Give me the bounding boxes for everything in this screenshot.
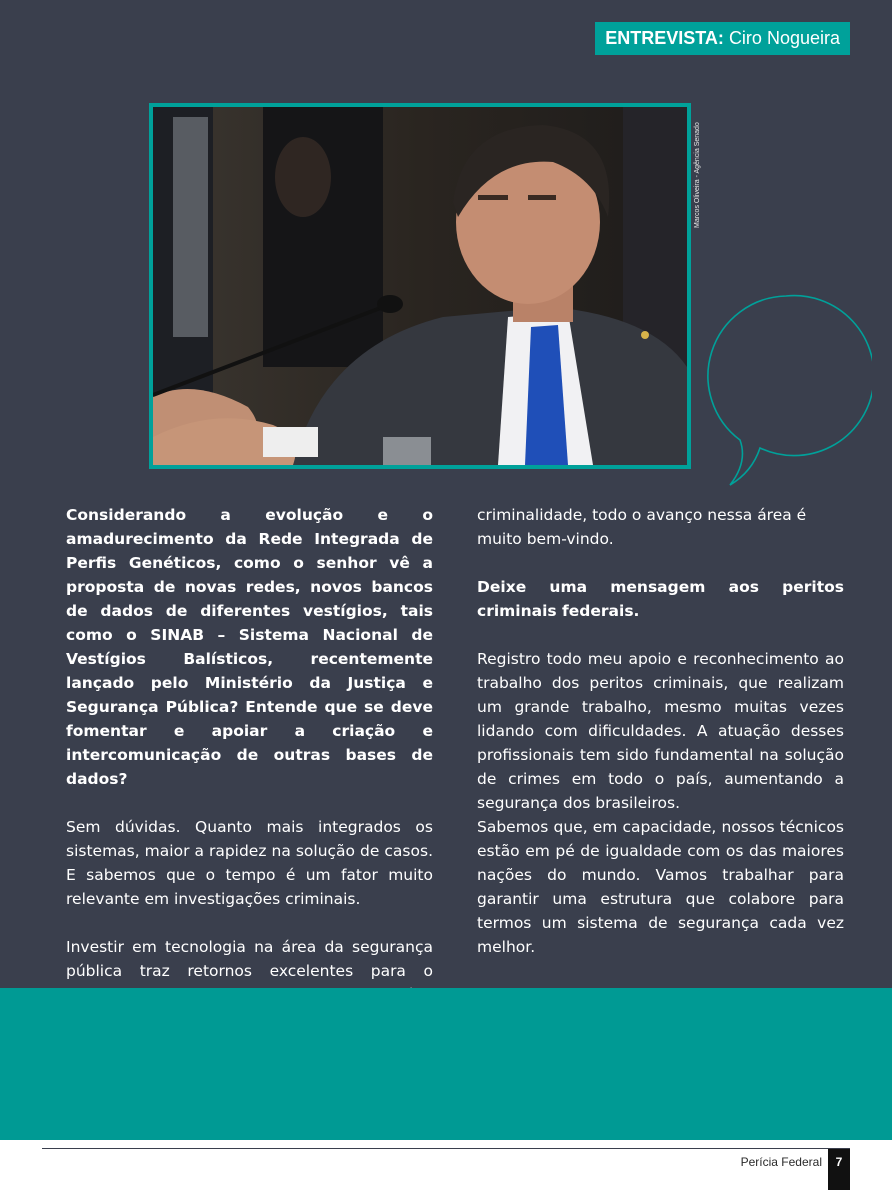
interview-photo (149, 103, 691, 469)
section-label: ENTREVISTA: (605, 28, 724, 48)
interview-question-2: Deixe uma mensagem aos peritos criminais federais. (477, 578, 844, 620)
speech-bubble-decoration (700, 290, 872, 490)
interview-question-1: Considerando a evolução e o amadurecimento da Rede Integrada de Perfis Genéticos, como o senhor vê a proposta de novas redes, novos bancos de dados de diferentes vestígios, tais como o SINAB – Sistema Nacional de Vestígios Balísticos, recentemente lançado pelo Ministério da Justiça e Segurança Pública? Entende que se deve fomentar e apoiar a criação e intercomunicação de outras bases de dados? (66, 506, 433, 788)
interview-answer-1-paragraph-2: Investir em tecnologia na área da segurança pública traz retornos excelentes para o (66, 938, 433, 980)
teal-footer-band (0, 988, 892, 1140)
page-footer (0, 1140, 892, 1190)
section-name: Ciro Nogueira (728, 28, 840, 48)
page-number: 7 (828, 1149, 850, 1190)
magazine-name: Perícia Federal (740, 1155, 822, 1169)
footer-divider (42, 1148, 850, 1149)
section-tag (595, 22, 850, 55)
photo-credit: Marcos Oliveira - Agência Senado (694, 122, 701, 228)
interview-answer-2-paragraph-2: Sabemos que, em capacidade, nossos técnicos estão em pé de igualdade com os das maiores nações do mundo. Vamos trabalhar para garantir uma estrutura que colabore para termos um sistema de segurança cada vez melhor. (477, 818, 844, 956)
portrait-illustration (153, 107, 687, 465)
article-column-right (477, 503, 844, 959)
interview-answer-1-paragraph-1: Sem dúvidas. Quanto mais integrados os sistemas, maior a rapidez na solução de casos. E sabemos que o tempo é um fator muito relevante em investigações criminais. (66, 818, 433, 908)
article-column-left (66, 503, 433, 1007)
interview-answer-1-continuation: criminalidade, todo o avanço nessa área é muito bem-vindo. (477, 506, 807, 548)
interview-answer-2-paragraph-1: Registro todo meu apoio e reconhecimento ao trabalho dos peritos criminais, que realizam um grande trabalho, mesmo muitas vezes lidando com dificuldades. A atuação desses profissionais tem sido fundamental na solução de crimes em todo o país, aumentando a segurança dos brasileiros. (477, 650, 844, 812)
